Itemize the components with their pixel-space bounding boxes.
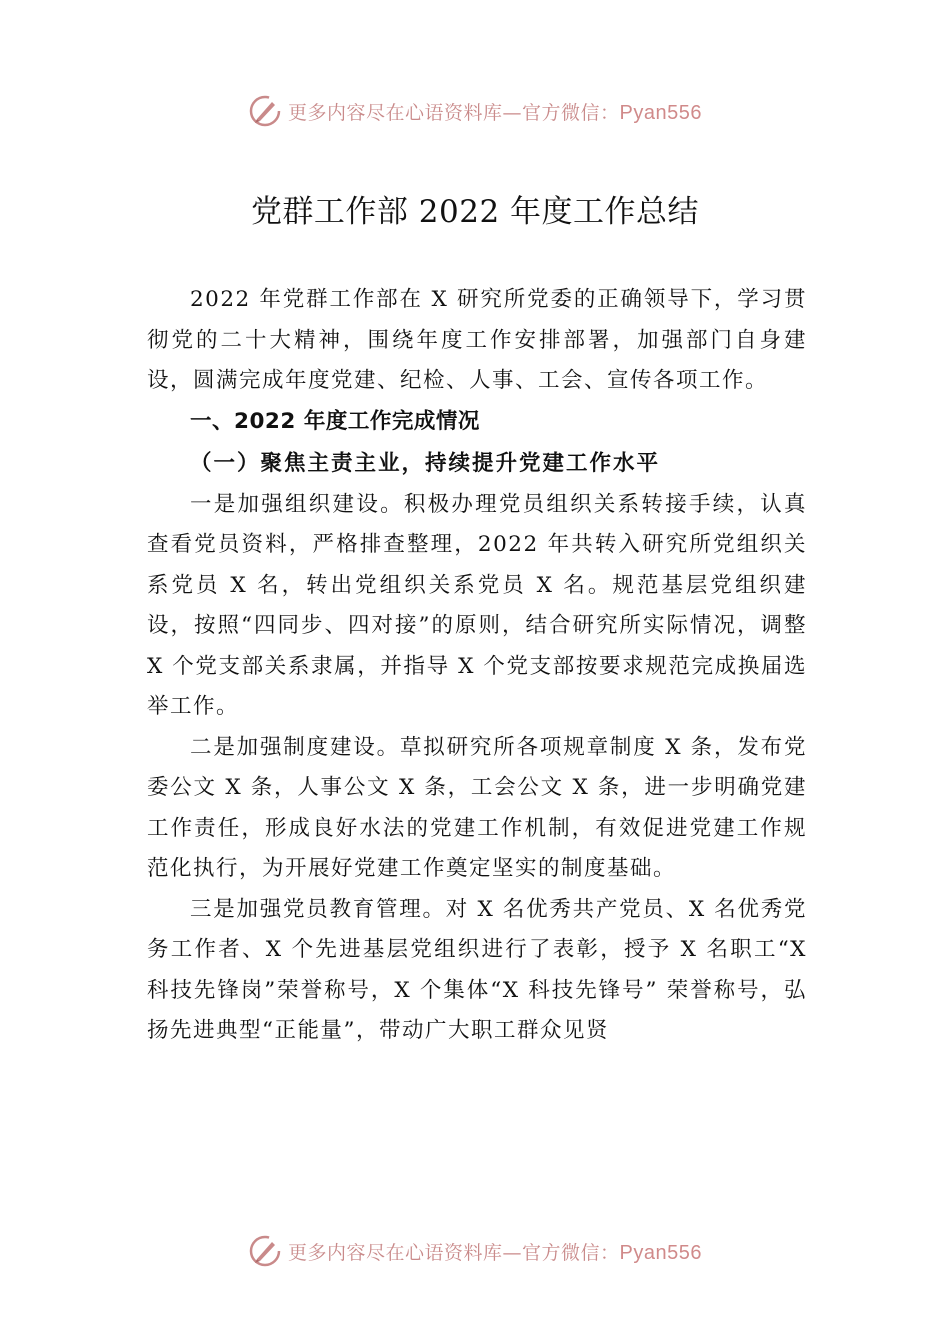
watermark-text: 更多内容尽在心语资料库—官方微信：Pyan556 <box>288 1241 702 1264</box>
watermark-wechat-id: Pyan556 <box>619 101 702 124</box>
watermark-text: 更多内容尽在心语资料库—官方微信：Pyan556 <box>288 101 702 124</box>
watermark-footer <box>0 1234 950 1274</box>
watermark-header <box>0 94 950 134</box>
section-heading: 一、2022 年度工作完成情况 <box>190 408 480 434</box>
pen-seal-icon <box>248 94 282 128</box>
intro-paragraph: 2022 年党群工作部在 X 研究所党委的正确领导下，学习贯彻党的二十大精神，围绕年度工作安排部署，加强部门自身建设，圆满完成年度党建、纪检、人事、工会、宣传各项工作。 <box>147 287 807 393</box>
watermark-wechat-id: Pyan556 <box>619 1241 702 1264</box>
paragraph-organization: 一是加强组织建设。积极办理党员组织关系转接手续，认真查看党员资料，严格排查整理，2022 年共转入研究所党组织关系党员 X 名，转出党组织关系党员 X 名。规范基层党组织建设，按照“四同步、四对接”的原则，结合研究所实际情况，调整 X 个党支部关系隶属，并指导 X 个党支部按要求规范完成换届选举工作。 <box>147 491 807 719</box>
document-title: 党群工作部 2022 年度工作总结 <box>250 194 700 230</box>
paragraph-member-education: 三是加强党员教育管理。对 X 名优秀共产党员、X 名优秀党务工作者、X 个先进基层党组织进行了表彰，授予 X 名职工“X 科技先锋岗”荣誉称号，X 个集体“X 科技先锋号” 荣誉称号，弘扬先进典型“正能量”，带动广大职工群众见贤 <box>147 896 807 1043</box>
paragraph-institution: 二是加强制度建设。草拟研究所各项规章制度 X 条，发布党委公文 X 条，人事公文 X 条，工会公文 X 条，进一步明确党建工作责任，形成良好水法的党建工作机制，有效促进党建工作规范化执行，为开展好党建工作奠定坚实的制度基础。 <box>147 734 807 881</box>
pen-seal-icon <box>248 1234 282 1268</box>
subsection-heading: （一）聚焦主责主业，持续提升党建工作水平 <box>190 451 661 476</box>
document-body <box>147 280 807 1052</box>
